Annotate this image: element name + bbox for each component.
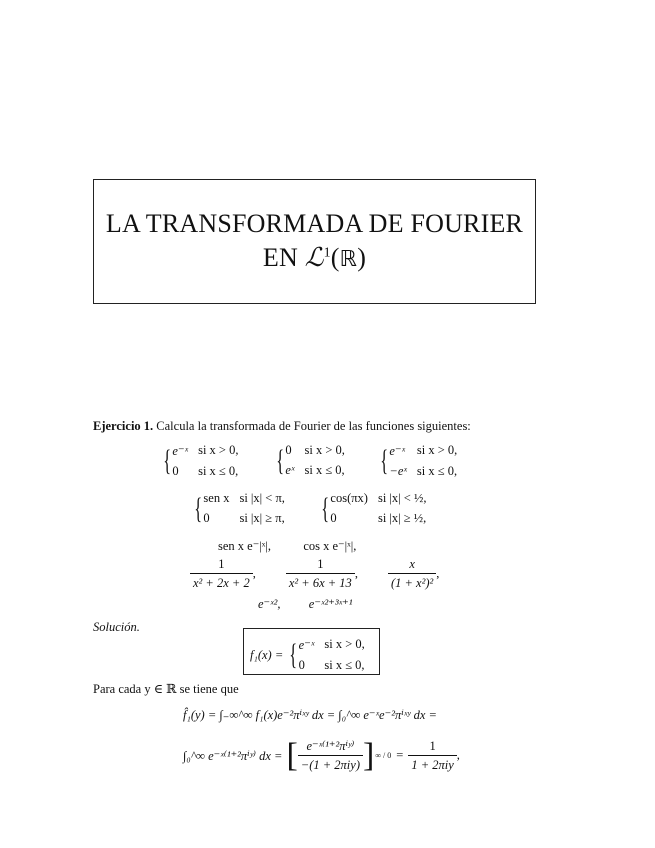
chapter-title-box (93, 179, 536, 304)
bracket-fraction: $\frac{\text{e⁻ˣ⁽¹⁺²πⁱʸ⁾}}{\text{−(1 + 2πiy)}}$ (298, 738, 363, 773)
piecewise-3: { e⁻ˣ si x > 0, −eˣ si x ≤ 0, (380, 443, 458, 478)
fraction-3: $\frac{x}{\text{(1 + x²)²}}$ (388, 557, 436, 591)
script-l-symbol: ℒ (304, 242, 324, 273)
gaussian-1: e⁻ˣ², (258, 597, 281, 611)
solution-label: Solución. (93, 620, 140, 634)
fraction-1: $\frac{1}{\text{x² + 2x + 2}}$ (190, 557, 253, 591)
exercise-text: Calcula la transformada de Fourier de las funciones siguientes: (156, 419, 471, 433)
boxed-definition: f₁(x) = { e⁻ˣ si x > 0, 0 si x ≤ 0, (243, 628, 380, 675)
chapter-title-line1: LA TRANSFORMADA DE FOURIER (105, 208, 524, 238)
solution-paragraph: Para cada y ∈ ℝ se tiene que (93, 682, 239, 696)
title-superscript: 1 (323, 244, 331, 260)
boxed-lhs: f₁(x) = (250, 647, 284, 662)
title-prefix: EN (262, 242, 298, 272)
result-fraction: $\frac{1}{\text{1 + 2πiy}}$ (408, 739, 456, 773)
function-row-5 (258, 596, 352, 612)
title-open-paren: ( (330, 242, 340, 272)
equation-1: f̂₁(y) = ∫₋∞^∞ f₁(x)e⁻²πⁱˣʸ dx = ∫₀^∞ e⁻ˣe⁻²πⁱˣʸ dx = (183, 708, 437, 722)
title-close-paren: ) (357, 242, 367, 272)
function-row-3 (218, 538, 356, 554)
bracket-limits: ∞ / 0 (375, 751, 392, 760)
gaussian-2: e⁻ˣ²⁺³ˣ⁺¹ (308, 597, 353, 611)
equation-2-left: ∫₀^∞ e⁻ˣ⁽¹⁺²πⁱʸ⁾ dx = (183, 748, 283, 763)
sen-exp: sen x e⁻|ˣ|, (218, 539, 272, 553)
fraction-2: $\frac{1}{\text{x² + 6x + 13}}$ (286, 557, 355, 591)
reals-symbol: ℝ (339, 246, 358, 272)
cos-exp: cos x e⁻|ˣ|, (303, 539, 357, 553)
chapter-title-line2 (263, 241, 366, 277)
piecewise-5: { cos(πx) si |x| < ½, 0 si |x| ≥ ½, (321, 491, 427, 525)
exercise-label: Ejercicio 1. (93, 419, 154, 433)
piecewise-4: { sen x si |x| < π, 0 si |x| ≥ π, (194, 491, 285, 525)
exercise-statement (93, 419, 471, 434)
piecewise-2: { 0 si x > 0, eˣ si x ≤ 0, (276, 443, 345, 477)
function-row-4: $\frac{1}{\text{x² + 2x + 2}}$ , $\frac{1}{\text{x² + 6x + 13}}$ , $\frac{x}{\text{(1 + x²)²}}$ , (190, 557, 439, 591)
piecewise-1: { e⁻ˣ si x > 0, 0 si x ≤ 0, (163, 443, 239, 478)
equation-2: ∫₀^∞ e⁻ˣ⁽¹⁺²πⁱʸ⁾ dx = [ $\frac{\text{e⁻ˣ⁽¹⁺²πⁱʸ⁾}}{\text{−(1 + 2πiy)}}$ ] ∞ / 0 = $\frac{1}{\text{1 + 2πiy}}$ , (183, 736, 460, 774)
